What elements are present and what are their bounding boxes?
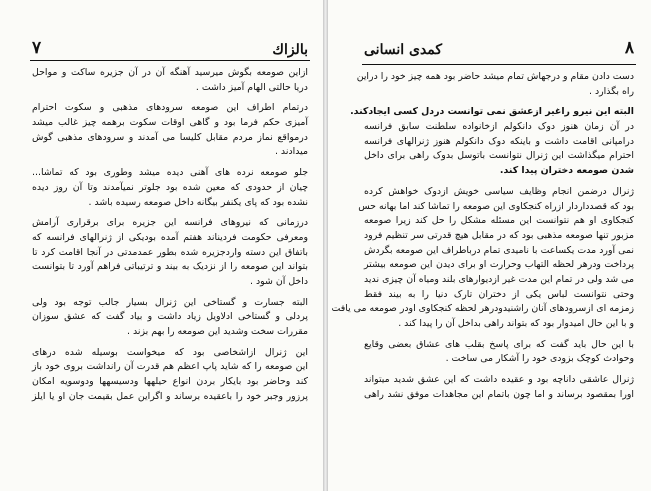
- text-line: زمزمه ای ازسرودهای آنان راشنیدودرهر لحظه کنجکاوی اودر صومعه می یافت: [331, 303, 634, 315]
- right-page: [327, 0, 651, 491]
- text-line: شدن صومعه دختران پیدا کند.: [499, 165, 634, 177]
- left-page-body: [32, 66, 308, 404]
- running-title: بالزاك: [272, 42, 308, 58]
- text-line: بتواند این صومعه را از نزدیک به بیند و ترتیباتی فراهم آورد تا بتوانست: [32, 261, 308, 273]
- text-line: درامپانی اقامت داشت و باینکه دوک دانکولم هنوز ژنرالهای فرانسه: [364, 135, 634, 147]
- text-line: با این حال باید گفت که برای پاسخ بقلب های عشاق بعضی وقایع: [364, 338, 634, 350]
- text-line: جلو صومعه نرده های آهنی دیده میشد وطوری بود که تماشا...: [32, 167, 308, 179]
- text-line: اورا بمقصود برساند و اما چون باتمام این مجاهدات موفق نشد راهی: [364, 388, 634, 400]
- text-line: پرزور وجبر خود را باعقیده برساند و اگراین عمل بقیمت جان او یا ایلز: [32, 390, 308, 402]
- text-line: آمیزی حکم فرما بود و گاهی اوقات سکوت برهمه چیز غالب میشد: [32, 117, 308, 129]
- text-line: احترام میگذاشت این ژنرال نتوانست باتوسل بدوک راهی برای داخل: [364, 150, 634, 162]
- text-line: مقررات سخت وشدید این صومعه را بهم بزند .: [127, 326, 308, 337]
- text-line: نشده بود که پای یکنفر بیگانه داخل صومعه رسیده باشد .: [88, 196, 308, 208]
- right-page-header: [364, 32, 634, 58]
- text-line: در آن زمان هنوز دوک دانکولم ازخانواده سلطنت سابق فرانسه: [364, 121, 634, 133]
- text-line: کند وحاضر بود بایکار بردن انواع حیلهها ودسیسهها ودوسویه امکان: [32, 376, 308, 388]
- left-page: [0, 0, 324, 491]
- text-line: دریا حالتی الهام آمیز داشت .: [195, 81, 308, 93]
- text-line: البته جسارت و گستاخی این ژنرال بسیار جالب توجه بود ولی: [32, 296, 308, 308]
- text-line: باتفاق این دسته واردجزیره شده بطور عمدمدتی در آنجا اقامت کرد تا: [32, 246, 308, 258]
- right-page-body: [331, 70, 634, 402]
- text-line: این ژنرال ازاشخاصی بود که میخواست بوسیله شده درهای: [32, 346, 308, 358]
- text-line: بود که قصدداردار ازراه کنجکاوی این صومعه را تماشا کند اما بهانه حس: [358, 200, 634, 212]
- text-line: درمواقع نماز مردم مقابل کلیسا می آمدند و سرودهای مذهبی گوش: [32, 131, 308, 143]
- text-line: چیان از حدودی که معین شده بود جلوتر نمیآمدند وتا آن روز دیده: [32, 181, 308, 193]
- header-rule: [30, 60, 310, 61]
- running-title: کمدی انسانی: [364, 42, 443, 58]
- text-line: البته این نیرو راغیر ازعشق نمی توانست دردل کسی ایجادکند.: [350, 106, 634, 118]
- page-number: ٨: [624, 38, 634, 58]
- text-line: وحتی نتوانست لباس یکی از دختران تارک دنیا را به بیند فقط: [364, 288, 634, 300]
- text-line: درزمانی که نیروهای فرانسه این جزیره برای برقراری آرامش: [32, 217, 308, 229]
- header-rule: [362, 64, 636, 65]
- text-line: کنجکاوی او هم نتوانست این مسئله مشکل را حل کند زیرا صومعه: [364, 215, 634, 227]
- text-line: می شد ولی در تمام این مدت غیر ازدیوارهای بلند ومیاه آن چیزی ندید: [364, 273, 634, 285]
- text-line: دست دادن مقام و درجهاش تمام میشد حاضر بود همه چیز خود را دراین: [356, 71, 634, 82]
- text-line: و با این حال امیدوار بود که بتواند راهی بداخل آن را پیدا کند .: [398, 318, 634, 329]
- text-line: ازاین صومعه بگوش میرسید آهنگه آن در آن جزیره ساکت و مواحل: [32, 67, 308, 78]
- text-line: میدادند .: [274, 146, 308, 158]
- text-line: ومعرفی حکومت فردیناند هفتم آمده بودیکی از ژنرالهای فرانسه که: [32, 231, 308, 243]
- text-line: داخل آن شود .: [250, 275, 308, 287]
- text-line: مزبور تنها صومعه مذهبی بود که در مقابل هیچ قدرتی سر تنظیم فرود: [364, 229, 634, 241]
- text-line: پرداخت ودرهر لحظه التهاب وحرارت او برای دیدن این صومعه بیشتر: [364, 259, 634, 271]
- text-line: درتمام اطراف این صومعه سرودهای مذهبی و سکوت احترام: [32, 102, 308, 114]
- text-line: ژنرال عاشقی داناچه بود و عقیده داشت که این عشق شدید میتواند: [364, 374, 634, 386]
- text-line: ژنرال درضمن انجام وظایف سیاسی خویش ازدوک خواهش کرده: [364, 185, 634, 197]
- text-line: راه بگذارد .: [589, 85, 634, 97]
- page-number: ٧: [32, 38, 42, 58]
- text-line: این صومعه را که شاید پاپ اعظم هم قدرت آن رانداشت بروی خود باز: [32, 361, 308, 373]
- text-line: وحوادث کوچک بزودی خود را آشکار می ساخت .: [445, 353, 634, 365]
- text-line: نمی آورد مدت یکساعت با نامیدی تمام درباطراف این صومعه بگردش: [364, 244, 634, 256]
- text-line: پردلی و گستاخی ادلاویل زیاد داشت و بیاد گفت که عشق سوزان: [32, 311, 308, 323]
- left-page-header: [32, 32, 308, 58]
